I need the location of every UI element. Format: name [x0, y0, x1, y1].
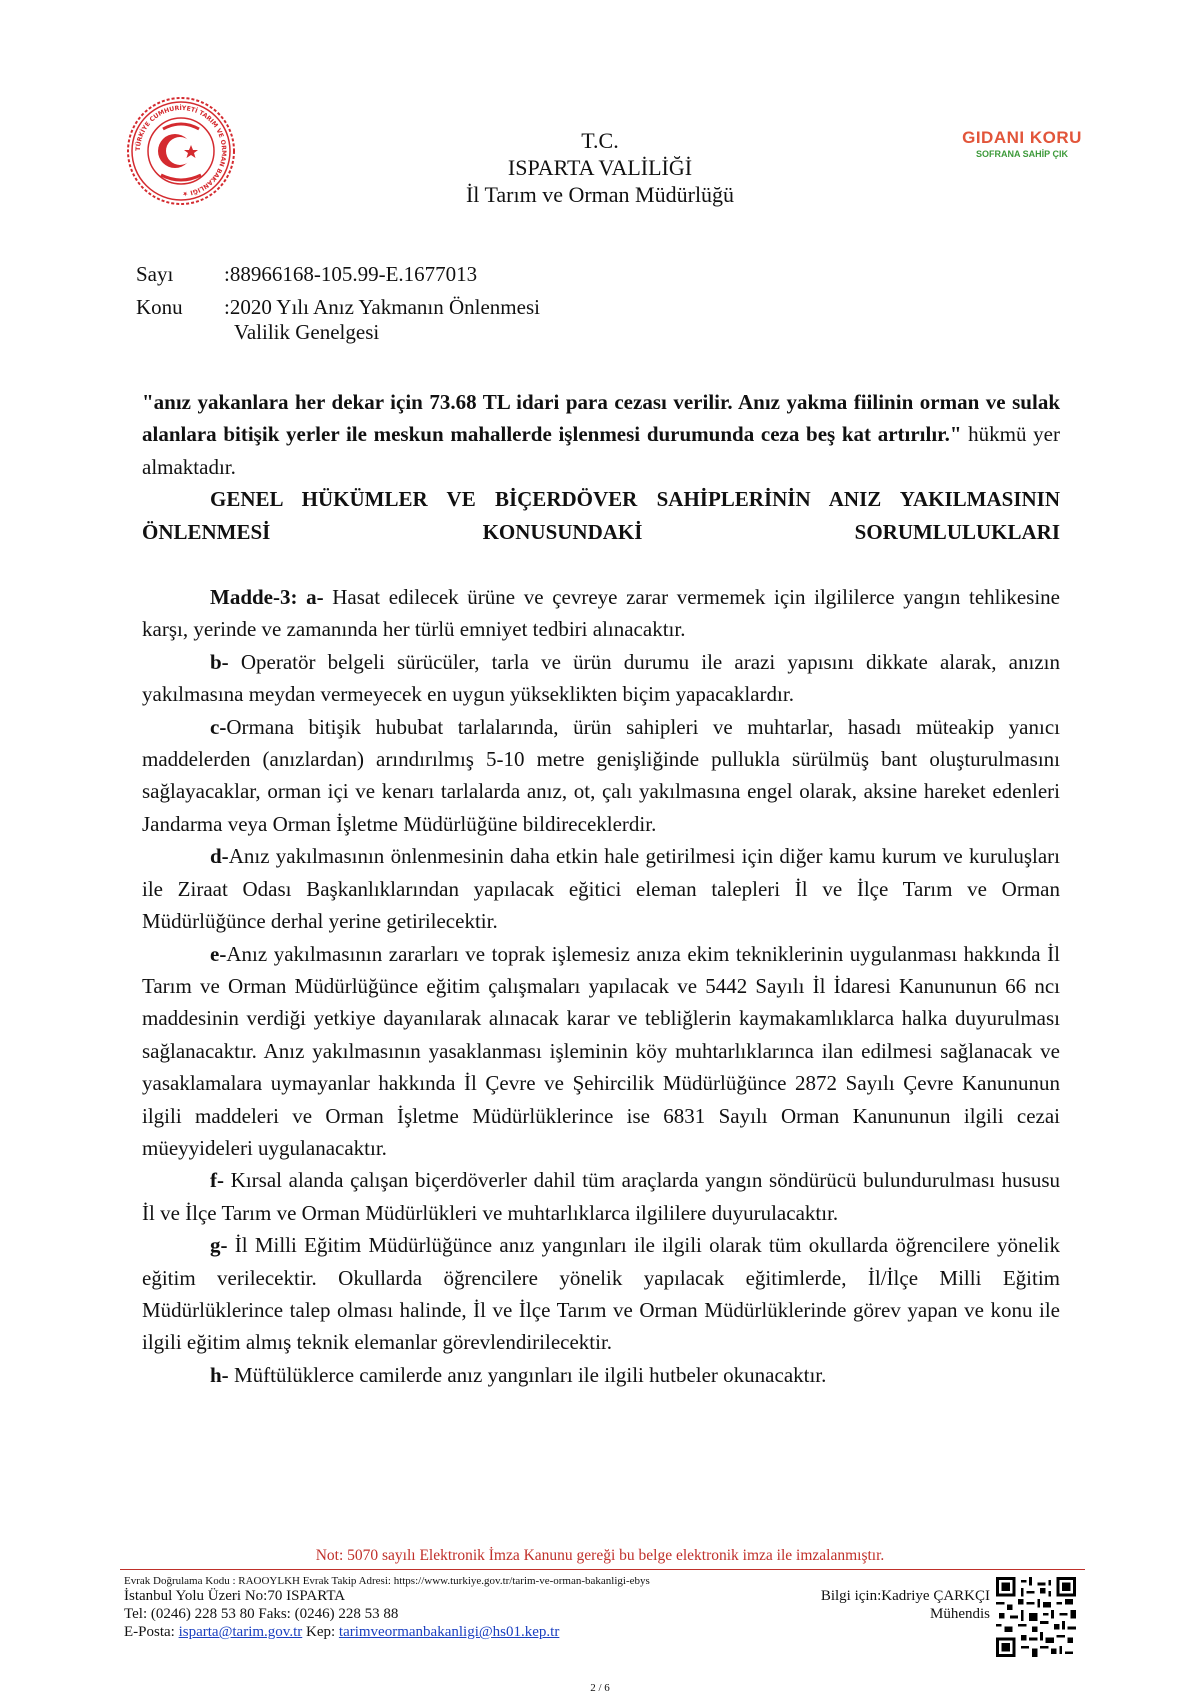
article-label: Madde-3: a- [210, 585, 324, 610]
konu-label: Konu [136, 295, 183, 319]
page-number: 2 / 6 [590, 1682, 610, 1694]
article-text: Anız yakılmasının zararları ve toprak işlemesiz anıza ekim tekniklerinin uygulanması hakkında İl Tarım ve Orman Müdürlüğünce eğitim çalışmaları yapılacak ve 5442 Sayılı İl İdaresi Kanununun 66 ncı maddesinin verdiği yetkiye dayanılarak alınacak karar ve tebliğlerin kaymakamlıklarca halka duyurulması sağlanacaktır. Anız yakılmasının yasaklanması işleminin köy muhtarlıklarınca ilan edilmesi sağlanacak ve yasaklamalara uymayanlar hakkında İl Çevre ve Şehircilik Müdürlüğünce 2872 Sayılı Çevre Kanununun ilgili maddeleri ve Orman İşletme Müdürlüklerince ise 6831 Sayılı Orman Kanununun ilgili cezai müeyyideleri uygulanacaktır. [142, 941, 1060, 1160]
konu-value-1: :2020 Yılı Anız Yakmanın Önlenmesi [224, 295, 540, 319]
article-label: f- [210, 1168, 224, 1193]
article-label: d- [210, 844, 229, 869]
meta-sayi [136, 261, 836, 287]
meta-konu [136, 294, 836, 346]
section-heading: GENEL HÜKÜMLER VE BİÇERDÖVER SAHİPLERİNİN ANIZ YAKILMASININ ÖNLENMESİ KONUSUNDAKİ SORUMLULUKLARI [142, 487, 1060, 544]
article-text: Hasat edilecek ürüne ve çevreye zarar vermemek için ilgililerce yangın tehlikesine karşı, yerinde ve zamanında her türlü emniyet tedbiri alınacaktır. [142, 585, 1060, 642]
kep-link[interactable]: tarimveormanbakanligi@hs01.kep.tr [338, 1624, 560, 1640]
gidani-koru-logo [958, 128, 1086, 160]
info-contact: Bilgi için:Kadriye ÇARKÇI [820, 1588, 990, 1604]
email-label: E-Posta: [124, 1624, 179, 1640]
article-text: Müftülüklerce camilerde anız yangınları ile ilgili hutbeler okunacaktır. [228, 1362, 827, 1387]
article-g [142, 1229, 1060, 1359]
article-label: b- [210, 649, 229, 674]
article-label: g- [210, 1233, 228, 1258]
article-text: Anız yakılmasının önlenmesinin daha etkin hale getirilmesi için diğer kamu kurum ve kuruluşları ile Ziraat Odası Başkanlıklarından yapılacak eğitici eleman talepleri İl ve İlçe Tarım ve Orman Müdürlüğünce derhal yerine getirilecektir. [142, 844, 1060, 934]
article-c [142, 711, 1060, 841]
article-f [142, 1164, 1060, 1229]
header-tc: T.C. [581, 128, 619, 153]
info-title: Mühendis [930, 1606, 990, 1622]
quote-bold: "anız yakanlara her dekar için 73.68 TL idari para cezası verilir. Anız yakma fiilinin orman ve sulak alanlara bitişik yerler ile meskun mahallerde işlenmesi durumunda ceza beş kat artırılır." [142, 390, 1060, 447]
quote-rest: hükmü yer almaktadır. [142, 422, 1060, 479]
sayi-value: :88966168-105.99-E.1677013 [224, 262, 478, 286]
header-governorship: ISPARTA VALİLİĞİ [507, 155, 693, 180]
article-a [142, 581, 1060, 646]
footer-divider [120, 1569, 1085, 1570]
article-text: Ormana bitişik hububat tarlalarında, ürün sahipleri ve muhtarlar, hasadı müteakip yanıcı maddelerden (anızlardan) arındırılmış 5-10 metre genişliğinde pullukla sürülmüş bant oluşturulmasını sağlayacaklar, orman içi ve kenarı tarlalarda anız, ot, çalı yakılmasına engel olarak, aksine hareket edenleri Jandarma veya Orman İşletme Müdürlüğüne bildireceklerdir. [142, 714, 1060, 836]
footer-phone: Tel: (0246) 228 53 80 Faks: (0246) 228 53 88 [124, 1606, 399, 1622]
sayi-label: Sayı [136, 262, 174, 286]
article-text: Kırsal alanda çalışan biçerdöverler dahil tüm araçlarda yangın söndürücü bulundurulması hususu İl ve İlçe Tarım ve Orman Müdürlükleri ve muhtarlıklarca ilgililere duyurulacaktır. [142, 1168, 1060, 1225]
svg-text:TÜRKİYE CUMHURİYETİ TARIM VE O: TÜRKİYE CUMHURİYETİ TARIM VE ORMAN BAKANLIĞI ★ [134, 104, 228, 198]
qr-code-icon [996, 1577, 1076, 1657]
kep-label: Kep: [302, 1624, 339, 1640]
article-label: e- [210, 941, 227, 966]
article-d [142, 840, 1060, 937]
konu-value-2: Valilik Genelgesi [234, 320, 380, 344]
brand-sub-text: SOFRANA SAHİP ÇIK [975, 149, 1068, 159]
article-text: Operatör belgeli sürücüler, tarla ve ürün durumu ile arazi yapısını dikkate alarak, anızın yakılmasına meydan vermeyecek en uygun yükseklikten biçim yapacaklardır. [142, 649, 1060, 707]
article-h [142, 1359, 1060, 1391]
e-signature-note: Not: 5070 sayılı Elektronik İmza Kanunu gereği bu belge elektronik imza ile imzalanmıştır. [315, 1547, 885, 1564]
article-label: c- [210, 714, 227, 739]
article-label: h- [210, 1362, 229, 1387]
brand-main-text: GIDANI KORU [962, 128, 1082, 147]
email-link[interactable]: isparta@tarim.gov.tr [178, 1624, 303, 1640]
document-body [142, 386, 1060, 1391]
verification-line: Evrak Doğrulama Kodu : RAOOYLKH Evrak Takip Adresi: https://www.turkiye.gov.tr/tarim-ve-orman-bakanligi-ebys [124, 1575, 650, 1587]
article-e [142, 938, 1060, 1165]
header-directorate: İl Tarım ve Orman Müdürlüğü [465, 182, 735, 207]
footer-contacts [124, 1624, 559, 1641]
article-text: İl Milli Eğitim Müdürlüğünce anız yangınları ile ilgili olarak tüm okullarda öğrencilere yönelik eğitim verilecektir. Okullarda öğrencilere yönelik yapılacak eğitimlerde, İl/İlçe Milli Eğitim Müdürlüklerince talep olması halinde, İl ve İlçe Tarım ve Orman Müdürlüklerinde görev yapan ve konu ile ilgili eğitim almış teknik elemanlar görevlendirilecektir. [142, 1233, 1060, 1355]
quote-paragraph [142, 386, 1060, 483]
article-b [142, 646, 1060, 711]
footer-address: İstanbul Yolu Üzeri No:70 ISPARTA [124, 1588, 346, 1604]
